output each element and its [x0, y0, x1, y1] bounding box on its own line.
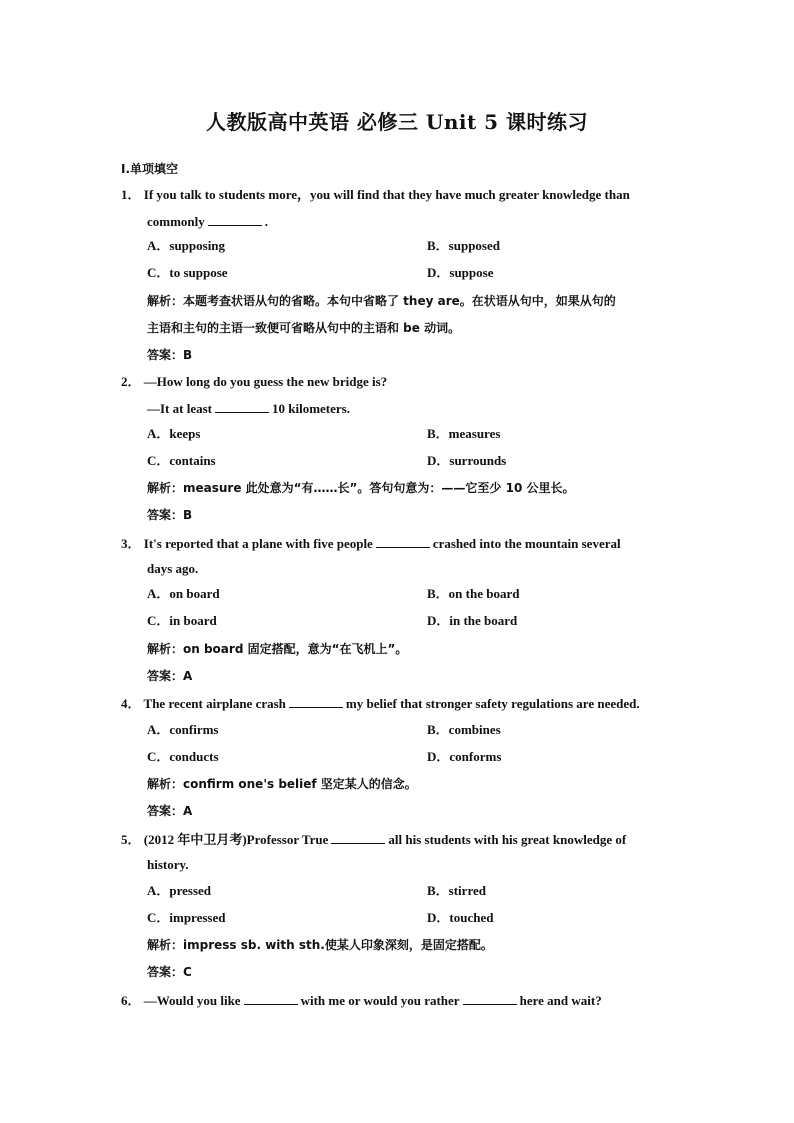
option-d: D．suppose: [427, 265, 494, 280]
question-text: It's reported that a plane with five people: [143, 536, 373, 551]
option-b: B．supposed: [427, 238, 500, 253]
question-text: —It at least: [147, 401, 212, 416]
question-6-stem: [121, 992, 602, 1009]
analysis-text: 解析：confirm one's belief 坚定某人的信念。: [147, 777, 417, 791]
question-text: If you talk to students more，you will find that they have much greater knowledge than: [143, 187, 630, 202]
option-b: B．on the board: [427, 586, 520, 601]
option-b: B．measures: [427, 426, 501, 441]
answer-text: 答案：B: [147, 348, 193, 362]
option-a: A．keeps: [147, 426, 201, 441]
question-5-stem-line2: history.: [147, 857, 189, 872]
question-4-stem: [121, 695, 640, 712]
option-d: D．conforms: [427, 749, 502, 764]
answer-text: 答案：A: [147, 669, 193, 683]
answer-blank: [376, 535, 430, 548]
answer-blank: [215, 400, 269, 413]
question-text: The recent airplane crash: [143, 696, 286, 711]
option-c: C．in board: [147, 613, 217, 628]
option-c: C．conducts: [147, 749, 219, 764]
question-text: .: [264, 214, 269, 229]
answer-text: 答案：C: [147, 965, 192, 979]
question-3-stem-line2: days ago.: [147, 561, 199, 576]
page-title: 人教版高中英语 必修三 Unit 5 课时练习: [205, 110, 589, 134]
option-a: A．supposing: [147, 238, 226, 253]
question-number: 2．: [121, 374, 141, 389]
analysis-text: 解析：本题考查状语从句的省略。本句中省略了 they are。在状语从句中，如果从句的: [147, 294, 616, 308]
analysis-text: 主语和主句的主语一致便可省略从句中的主语和 be 动词。: [147, 321, 461, 335]
option-a: A．pressed: [147, 883, 212, 898]
answer-text: 答案：A: [147, 804, 193, 818]
answer-blank: [331, 831, 385, 844]
analysis-text: 解析：impress sb. with sth.使某人印象深刻，是固定搭配。: [147, 938, 493, 952]
answer-text: 答案：B: [147, 508, 193, 522]
answer-blank: [208, 213, 262, 226]
question-text: crashed into the mountain several: [432, 536, 621, 551]
question-2-stem: [121, 374, 387, 390]
analysis-text: 解析：measure 此处意为“有……长”。答句句意为：——它至少 10 公里长。: [147, 481, 575, 495]
option-d: D．in the board: [427, 613, 518, 628]
answer-blank: [289, 695, 343, 708]
question-3-stem: [121, 535, 621, 552]
question-number: 5．: [121, 832, 141, 847]
option-a: A．confirms: [147, 722, 219, 737]
answer-blank: [244, 992, 298, 1005]
question-text: (2012 年中卫月考)Professor True: [143, 832, 329, 847]
question-number: 1．: [121, 187, 141, 202]
option-d: D．touched: [427, 910, 494, 925]
option-c: C．to suppose: [147, 265, 228, 280]
question-number: 6．: [121, 993, 141, 1008]
question-number: 4．: [121, 696, 141, 711]
answer-blank: [463, 992, 517, 1005]
question-2-stem-line2: [147, 400, 350, 417]
analysis-text: 解析：on board 固定搭配，意为“在飞机上”。: [147, 642, 408, 656]
question-text: commonly: [147, 214, 205, 229]
question-number: 3．: [121, 536, 141, 551]
question-1-stem-line2: [147, 213, 268, 230]
option-b: B．stirred: [427, 883, 486, 898]
question-5-stem: [121, 831, 626, 848]
option-a: A．on board: [147, 586, 220, 601]
question-1-stem: [121, 187, 630, 203]
question-text: —How long do you guess the new bridge is?: [143, 374, 388, 389]
option-c: C．impressed: [147, 910, 226, 925]
section-heading: Ⅰ.单项填空: [121, 162, 179, 176]
question-text: with me or would you rather: [300, 993, 460, 1008]
option-d: D．surrounds: [427, 453, 507, 468]
question-text: my belief that stronger safety regulations are needed.: [345, 696, 640, 711]
question-text: all his students with his great knowledge of: [388, 832, 627, 847]
question-text: 10 kilometers.: [272, 401, 350, 416]
option-c: C．contains: [147, 453, 216, 468]
question-text: here and wait?: [519, 993, 602, 1008]
option-b: B．combines: [427, 722, 501, 737]
question-text: —Would you like: [143, 993, 241, 1008]
